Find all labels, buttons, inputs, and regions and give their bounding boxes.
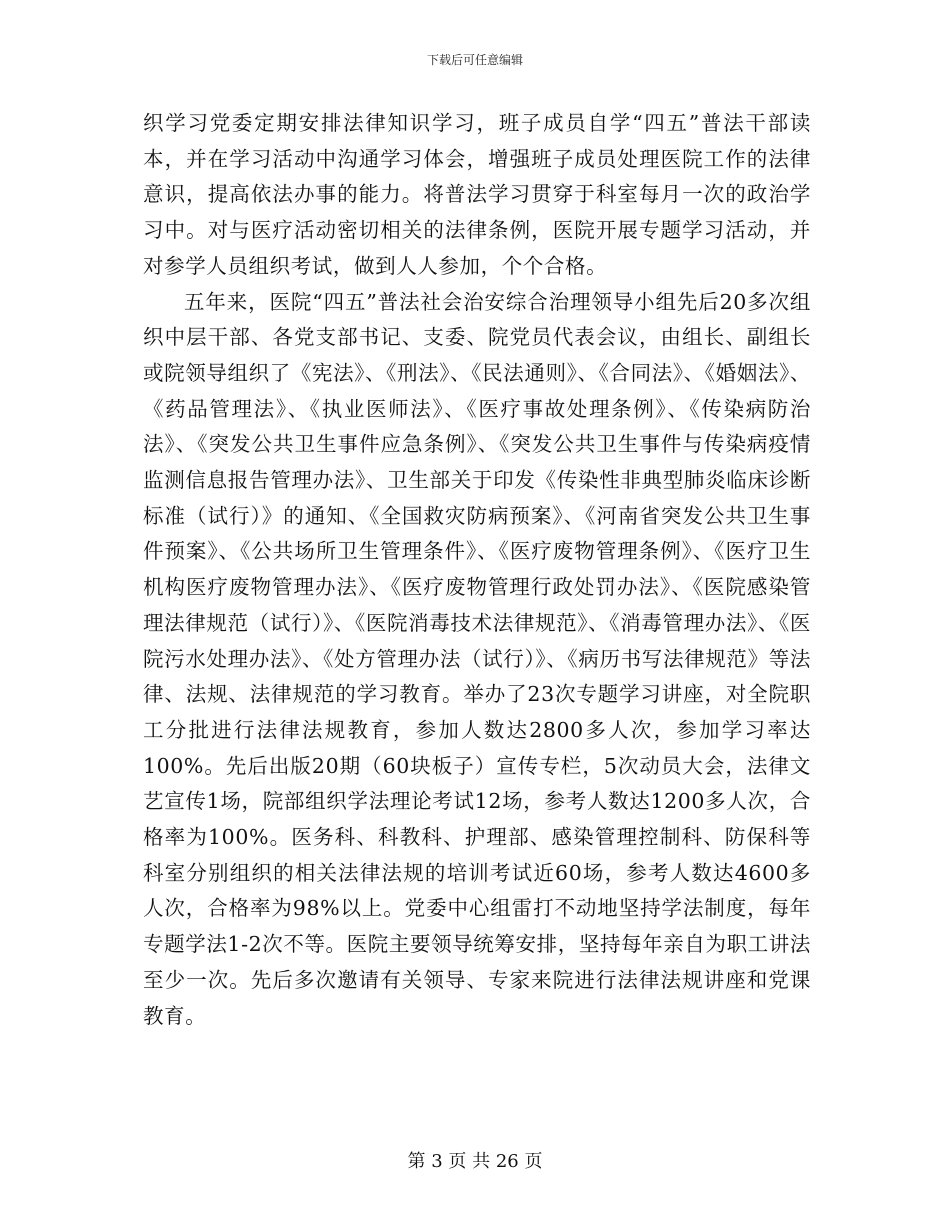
page-header: 下载后可任意编辑	[426, 53, 523, 67]
document-body	[143, 106, 811, 1034]
paragraph-five-years: 五年来，医院“四五”普法社会治安综合治理领导小组先后20多次组织中层干部、各党支部书记、支委、院党员代表会议，由组长、副组长或院领导组织了《宪法》、《刑法》、《民法通则》、《合同法》、《婚姻法》、《药品管理法》、《执业医师法》、《医疗事故处理条例》、《传染病防治法》、《突发公共卫生事件应急条例》、《突发公共卫生事件与传染病疫情监测信息报告管理办法》、卫生部关于印发《传染性非典型肺炎临床诊断标准（试行）》的通知、《全国救灾防病预案》、《河南省突发公共卫生事件预案》、《公共场所卫生管理条件》、《医疗废物管理条例》、《医疗卫生机构医疗废物管理办法》、《医疗废物管理行政处罚办法》、《医院感染管理法律规范（试行）》、《医院消毒技术法律规范》、《消毒管理办法》、《医院污水处理办法》、《处方管理办法（试行）》、《病历书写法律规范》等法律、法规、法律规范的学习教育。举办了23次专题学习讲座，对全院职工分批进行法律法规教育，参加人数达2800多人次，参加学习率达100%。先后出版20期（60块板子）宣传专栏，5次动员大会，法律文艺宣传1场，院部组织学法理论考试12场，参考人数达1200多人次，合格率为100%。医务科、科教科、护理部、感染管理控制科、防保科等科室分别组织的相关法律法规的培训考试近60场，参考人数达4600多人次，合格率为98%以上。党委中心组雷打不动地坚持学法制度，每年专题学法1-2次不等。医院主要领导统筹安排，坚持每年亲自为职工讲法至少一次。先后多次邀请有关领导、专家来院进行法律法规讲座和党课教育。	[143, 289, 811, 1028]
page-number-footer: 第 3 页 共 26 页	[407, 1151, 543, 1172]
paragraph-continuation: 织学习党委定期安排法律知识学习，班子成员自学“四五”普法干部读本，并在学习活动中沟通学习体会，增强班子成员处理医院工作的法律意识，提高依法办事的能力。将普法学习贯穿于科室每月一次的政治学习中。对与医疗活动密切相关的法律条例，医院开展专题学习活动，并对参学人员组织考试，做到人人参加，个个合格。	[143, 111, 811, 278]
